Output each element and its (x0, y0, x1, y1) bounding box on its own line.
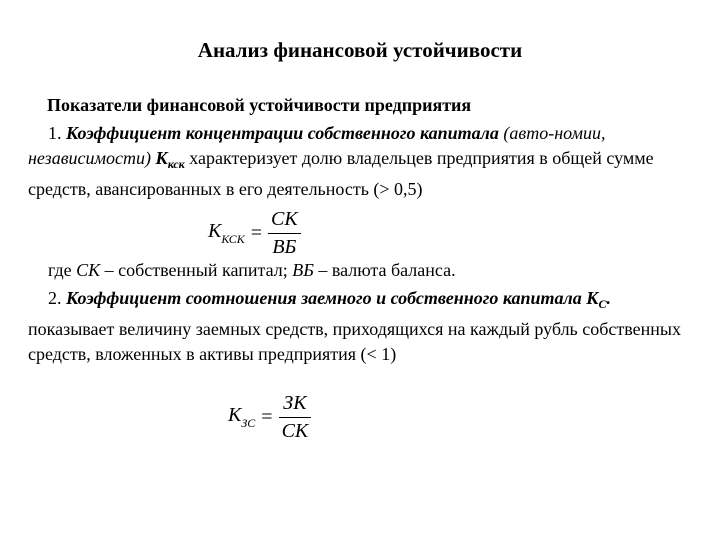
formula-kzs-numerator: ЗК (283, 392, 307, 414)
formula-kzs-lhs (228, 404, 255, 431)
formula-ksk-denominator: ВБ (272, 236, 297, 258)
where-prefix: где (48, 260, 77, 280)
item2-symbol-sub: С (598, 297, 607, 311)
item2-end: . (606, 288, 612, 308)
formula-ksk-subscript: КСК (221, 232, 245, 246)
item1-text: характеризует долю владельцев предприятия в общей сумме средств, авансированных в его деятельность (> 0,5) (28, 148, 654, 199)
item1-symbol-sub: кск (167, 157, 185, 171)
where-sk: СК (76, 260, 101, 280)
formula-kzs-subscript: ЗС (241, 416, 256, 430)
formula-kzs-equals: = (261, 406, 273, 428)
formula-ksk-equals: = (250, 222, 263, 244)
where-vb: ВБ (292, 260, 314, 280)
formula-kzs-fraction (279, 392, 312, 443)
slide-subtitle: Показатели финансовой устойчивости предприятия (47, 95, 472, 115)
item2-paragraph (28, 286, 696, 367)
item1-name: Коэффициент концентрации собственного капитала (66, 123, 499, 143)
item2-text: показывает величину заемных средств, приходящихся на каждый рубль собственных средств, вложенных в активы предприятия (< 1) (28, 319, 682, 364)
formula-ksk-lhs (208, 220, 245, 247)
formula-ksk-numerator: СК (271, 208, 298, 230)
slide-title: Анализ финансовой устойчивости (197, 38, 523, 62)
formula-kzs-denominator: СК (281, 420, 309, 442)
where-suffix: – валюта баланса. (313, 260, 456, 280)
item2-number: 2. (48, 288, 66, 308)
formula-kzs (228, 392, 311, 443)
formula-kzs-symbol: K (228, 404, 242, 426)
item1-alt-name: (авто-номии, независимости) (28, 123, 606, 168)
item2-name: Коэффициент соотношения заемного и собственного капитала К (66, 288, 599, 308)
item1-paragraph (28, 121, 696, 202)
where-middle: – собственный капитал; (100, 260, 293, 280)
item1-symbol: К (155, 148, 168, 168)
formula-ksk-fraction (268, 208, 301, 259)
formula-ksk-symbol: K (208, 220, 222, 242)
item1-number: 1. (48, 123, 66, 143)
where-line (28, 258, 696, 283)
formula-ksk (208, 208, 301, 259)
